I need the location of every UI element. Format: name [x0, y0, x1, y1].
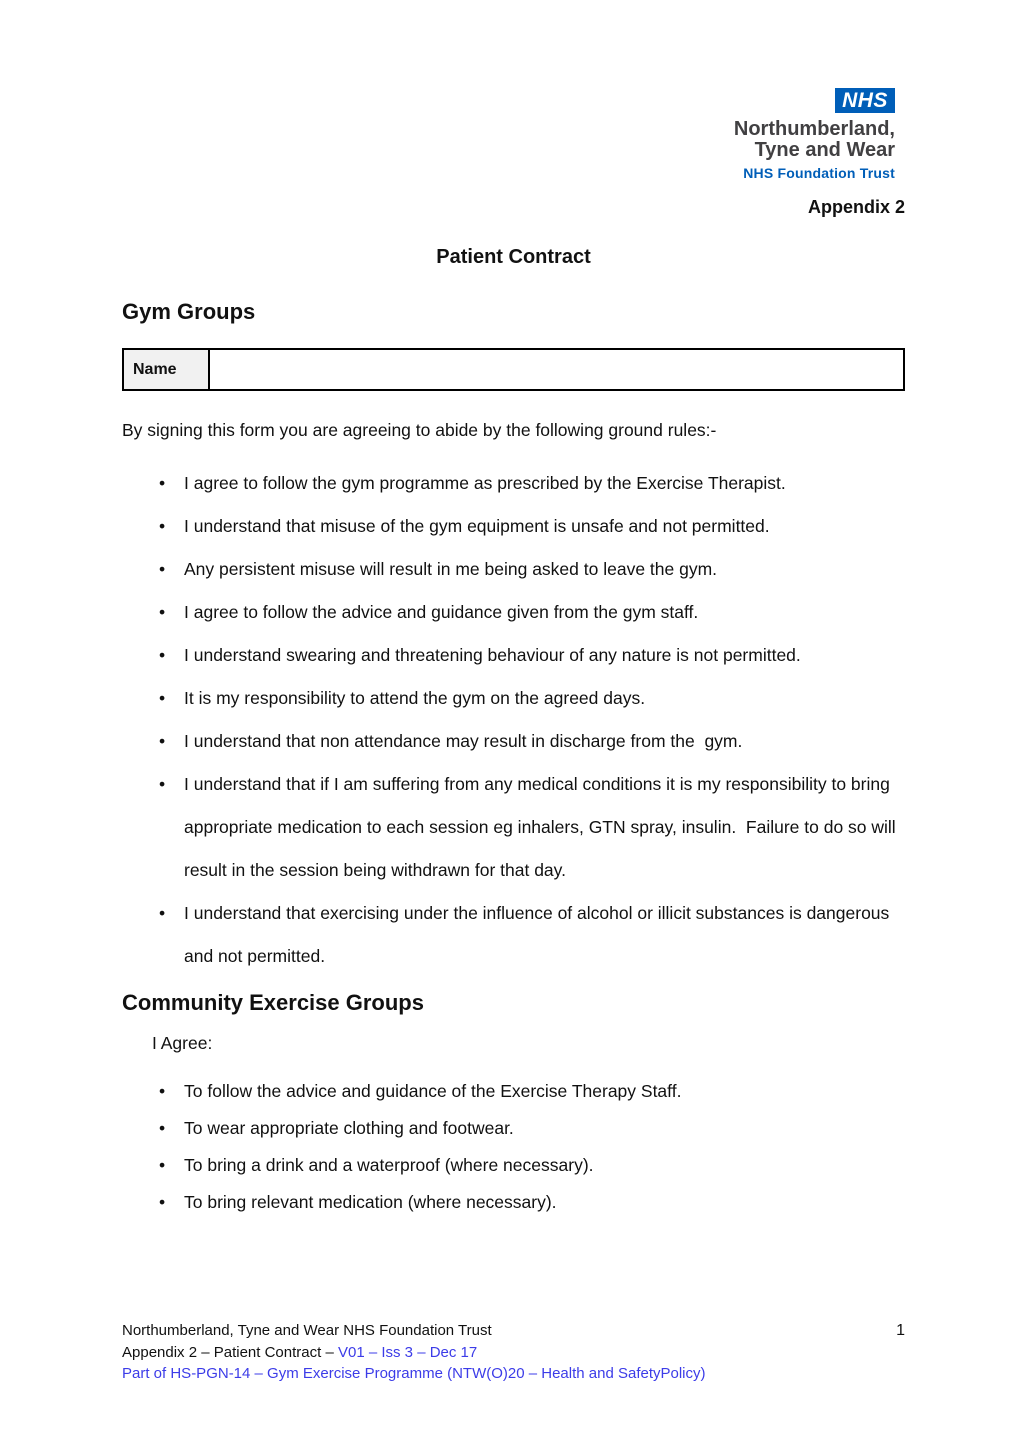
name-table-row — [123, 349, 904, 390]
gym-intro-text: By signing this form you are agreeing to abide by the following ground rules:- — [122, 420, 717, 440]
gym-rule-item: • I understand that if I am suffering from any medical conditions it is my responsibility to bring appropriate medication to each session eg inhalers, GTN spray, insulin. Failure to do so will result in the session being withdrawn for that day. — [122, 763, 905, 892]
community-rules-list — [122, 1073, 905, 1221]
community-rule-item: • To bring relevant medication (where necessary). — [122, 1184, 905, 1221]
community-groups-heading: Community Exercise Groups — [122, 990, 424, 1015]
gym-rule-item: • I understand that exercising under the influence of alcohol or illicit substances is dangerous and not permitted. — [122, 892, 905, 978]
nhs-logo — [734, 88, 895, 181]
name-field[interactable] — [209, 349, 904, 390]
community-rule-item: • To bring a drink and a waterproof (where necessary). — [122, 1147, 905, 1184]
page-number: 1 — [896, 1322, 905, 1339]
gym-rule-item: • I agree to follow the gym programme as prescribed by the Exercise Therapist. — [122, 462, 905, 505]
gym-rule-item: • Any persistent misuse will result in me being asked to leave the gym. — [122, 548, 905, 591]
community-rule-item: • To follow the advice and guidance of the Exercise Therapy Staff. — [122, 1073, 905, 1110]
page-title: Patient Contract — [436, 246, 591, 268]
name-label-cell: Name — [123, 349, 209, 390]
gym-groups-heading: Gym Groups — [122, 299, 256, 324]
logo-org-line1: Northumberland, — [733, 118, 895, 140]
document-footer — [122, 1320, 905, 1385]
gym-rule-item: • I understand swearing and threatening behaviour of any nature is not permitted. — [122, 634, 905, 677]
name-table — [122, 348, 905, 391]
logo-trust-line: NHS Foundation Trust — [743, 165, 895, 181]
gym-rule-item: • It is my responsibility to attend the gym on the agreed days. — [122, 677, 905, 720]
footer-trust-name: Northumberland, Tyne and Wear NHS Foundation Trust — [122, 1322, 492, 1339]
footer-line2-label: Appendix 2 – Patient Contract – — [122, 1343, 338, 1361]
nhs-logo-icon: NHS — [835, 88, 895, 113]
gym-rule-item: • I agree to follow the advice and guidance given from the gym staff. — [122, 591, 905, 634]
community-rule-item: • To wear appropriate clothing and footwear. — [122, 1110, 905, 1147]
footer-line1 — [122, 1320, 905, 1342]
footer-line2 — [122, 1342, 905, 1364]
footer-line3: Part of HS-PGN-14 – Gym Exercise Programme (NTW(O)20 – Health and SafetyPolicy) — [122, 1365, 706, 1382]
gym-rule-item: • I understand that misuse of the gym equipment is unsafe and not permitted. — [122, 505, 905, 548]
appendix-label: Appendix 2 — [807, 197, 905, 217]
footer-version-text: V01 – Iss 3 – Dec 17 — [337, 1343, 478, 1361]
gym-rules-list — [122, 462, 905, 978]
gym-rule-item: • I understand that non attendance may result in discharge from the gym. — [122, 720, 905, 763]
logo-org-line2: Tyne and Wear — [754, 139, 895, 161]
community-intro-text: I Agree: — [152, 1033, 213, 1053]
